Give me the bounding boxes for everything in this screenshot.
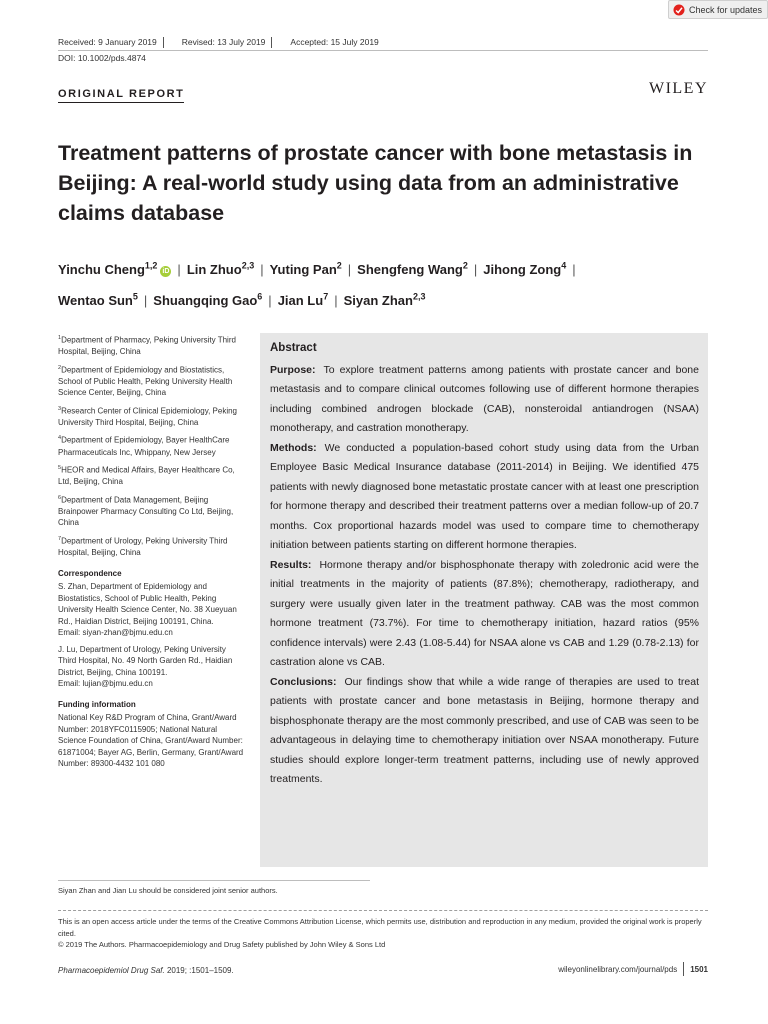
abstract-purpose: Purpose: To explore treatment patterns among patients with prostate cancer and bone metastasis and to compare clinical outcomes following use of different hormone therapies including combined androgen blockade (CAB), nonsteroidal antiandrogen (NSAA) monotherapy, and castration monotherapy.	[270, 363, 699, 434]
joint-authors-footnote: Siyan Zhan and Jian Lu should be considered joint senior authors.	[58, 886, 278, 895]
abstract-conclusions: Conclusions: Our findings show that while a wide range of therapies are used to treat patients with prostate cancer and bone metastasis in Beijing, hormone therapy and bisphosphonate therapy are the most commonly prescribed, and use of CAB was seen to be advantageous in delaying time to chemotherapy initiation over NSAA monotherapy. Future studies should explore longer-term treatment patterns, including use of newly approved treatments.	[270, 675, 699, 785]
author: Wentao Sun$^5$	[58, 291, 138, 308]
affiliation: $^2$Department of Epidemiology and Biostatistics, School of Public Health, Peking University Health Science Center, Beijing, China	[58, 364, 233, 398]
revised-date: Revised: 13 July 2019	[181, 37, 266, 47]
copyright-text: © 2019 The Authors. Pharmacoepidemiology and Drug Safety published by John Wiley & Sons Ltd	[58, 940, 386, 949]
author: Shuangqing Gao$^6$	[153, 291, 263, 308]
date-divider	[271, 37, 284, 48]
author: Lin Zhuo$^{2,3}$	[186, 261, 255, 278]
article-dates	[58, 37, 385, 48]
license-divider	[58, 910, 708, 911]
affiliation: $^5$HEOR and Medical Affairs, Bayer Healthcare Co, Ltd, Beijing, China	[58, 465, 235, 487]
page-number: 1501	[690, 964, 708, 974]
author: Jian Lu$^7$	[277, 291, 329, 308]
journal-citation: Pharmacoepidemiol Drug Saf. 2019; :1501–1509.	[58, 966, 234, 975]
abstract-heading: Abstract	[270, 342, 317, 354]
correspondence-heading: Correspondence	[58, 568, 122, 578]
orcid-icon[interactable]: iD	[162, 268, 170, 276]
abstract-results: Results: Hormone therapy and/or bisphosphonate therapy with zoledronic acid were the initial treatments in the majority of patients (87.8%); chemotherapy, radiotherapy, and surgery were usually given later in the treatment pathway. CAB was the most common hormone treatment (73.7%). For time to chemotherapy initiation, hazard ratios (95% confidence intervals) were 2.43 (1.08-5.44) for NSAA alone vs CAB and 1.29 (0.78-2.13) for castration alone vs CAB.	[270, 558, 699, 668]
author: Yinchu Cheng$^{1,2}$iD	[58, 261, 170, 278]
received-date: Received: 9 January 2019	[58, 37, 157, 47]
date-divider	[163, 37, 176, 48]
publisher-logo: WILEY	[648, 80, 708, 97]
footer-divider	[683, 962, 684, 976]
email-link[interactable]: Email: siyan-zhan@bjmu.edu.cn	[58, 628, 173, 638]
author-list: Yinchu Cheng$^{1,2}$iD | Lin Zhuo$^{2,3}$ | Yuting Pan$^2$ | Shengfeng Wang$^2$ | Jihong Zong$^4$ | Wentao Sun$^5$ | Shuangqing Gao$^6$ | Jian Lu$^7$ | Siyan Zhan$^{2,3}$	[58, 261, 576, 308]
affiliation: $^7$Department of Urology, Peking University Third Hospital, Beijing, China	[58, 535, 228, 558]
report-type: ORIGINAL REPORT	[58, 88, 184, 103]
email-link[interactable]: Email: lujian@bjmu.edu.cn	[58, 679, 153, 689]
check-for-updates-button[interactable]	[668, 0, 768, 19]
footer-right	[558, 962, 708, 976]
header-rule	[58, 50, 708, 51]
author: Shengfeng Wang$^2$	[357, 261, 468, 278]
author: Jihong Zong$^4$	[483, 261, 567, 278]
author: Siyan Zhan$^{2,3}$	[343, 291, 426, 308]
check-updates-label: Check for updates	[689, 4, 763, 15]
abstract-methods: Methods: We conducted a population-based cohort study using data from the Urban Employee Basic Medical Insurance database (2011-2014) in Beijing. We identified 475 patients with newly diagnosed bone metastatic prostate cancer with at least one prescription for hormone therapy and described their treatment patterns over a median follow-up of 20.7 months. Cox proportional hazards model was used to compare time to chemotherapy initiation between patients starting on different hormone therapies.	[270, 441, 699, 551]
article-title: Treatment patterns of prostate cancer with bone metastasis in Beijing: A real-world study using data from an administrative claims database	[58, 141, 693, 225]
affiliation: $^4$Department of Epidemiology, Bayer HealthCare Pharmaceuticals Inc, Whippany, New Jersey	[58, 435, 230, 457]
license-block	[58, 916, 708, 951]
affiliations-column	[58, 333, 244, 775]
footnote-rule	[58, 880, 370, 881]
affiliation: $^1$Department of Pharmacy, Peking University Third Hospital, Beijing, China	[58, 335, 236, 357]
journal-url[interactable]: wileyonlinelibrary.com/journal/pds	[558, 964, 678, 974]
correspondence-zhan: S. Zhan, Department of Epidemiology and Biostatistics, School of Public Health, Peking University Health Science Center, No. 38 Xueyuan Rd., Haidian District, Beijing 100191, China. Email: siyan-zhan@bjmu.edu.cn	[58, 582, 237, 638]
funding-text: National Key R&D Program of China, Grant/Award Number: 2018YFC0115905; National Natural Science Foundation of China, Grant/Award Number: 61871004; Bayer AG, Berlin, Germany, Grant/Award Number: 89300-4432 101 080	[58, 713, 244, 769]
abstract-box	[260, 333, 708, 867]
doi: DOI: 10.1002/pds.4874	[58, 53, 146, 63]
correspondence-lu: J. Lu, Department of Urology, Peking University Third Hospital, No. 49 North Garden Rd., Haidian District, Beijing, China 100191. Email: lujian@bjmu.edu.cn	[58, 644, 233, 689]
affiliation: $^3$Research Center of Clinical Epidemiology, Peking University Third Hospital, Beijing, China	[58, 405, 237, 427]
funding-heading: Funding information	[58, 699, 136, 709]
license-text: This is an open access article under the terms of the Creative Commons Attribution License, which permits use, distribution and reproduction in any medium, provided the original work is properly cited.	[58, 917, 702, 938]
author: Yuting Pan$^2$	[269, 261, 342, 278]
accepted-date: Accepted: 15 July 2019	[290, 37, 379, 47]
affiliation: $^6$Department of Data Management, Beijing Brainpower Pharmacy Consulting Co Ltd, Beijing, China	[58, 494, 234, 528]
check-updates-icon	[673, 4, 685, 16]
